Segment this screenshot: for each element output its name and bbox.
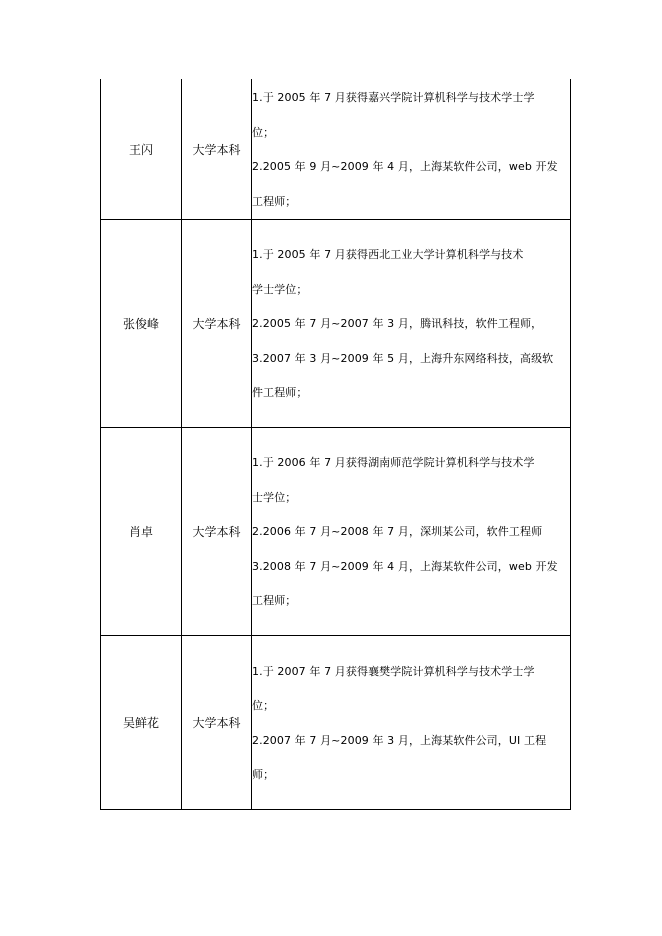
- table-row: [101, 636, 571, 810]
- name-cell: 吴鲜花: [101, 636, 182, 810]
- education-cell: 大学本科: [182, 220, 252, 428]
- experience-line: 2.2005 年 9 月~2009 年 4 月，上海某软件公司，web 开发: [252, 160, 558, 173]
- experience-line: 1.于 2007 年 7 月获得襄樊学院计算机科学与技术学士学: [252, 664, 535, 678]
- experience-cell: [252, 79, 571, 220]
- experience-line: 1.于 2006 年 7 月获得湖南师范学院计算机科学与技术学: [252, 456, 535, 470]
- experience-line: 2.2006 年 7 月~2008 年 7 月，深圳某公司，软件工程师: [252, 525, 543, 539]
- experience-cell: [252, 636, 571, 810]
- table-row: [101, 79, 571, 220]
- experience-line: 2.2007 年 7 月~2009 年 3 月，上海某软件公司，UI 工程: [252, 733, 547, 747]
- experience-line: 件工程师；: [252, 386, 308, 400]
- name-cell: 张俊峰: [101, 220, 182, 428]
- education-cell: 大学本科: [182, 636, 252, 810]
- experience-line: 3.2008 年 7 月~2009 年 4 月，上海某软件公司，web 开发: [252, 559, 558, 573]
- name-cell: 肖卓: [101, 428, 182, 636]
- experience-line: 学士学位；: [252, 282, 308, 296]
- education-cell: 大学本科: [182, 79, 252, 220]
- experience-line: 1.于 2005 年 7 月获得嘉兴学院计算机科学与技术学士学: [252, 91, 535, 104]
- education-cell: 大学本科: [182, 428, 252, 636]
- experience-line: 2.2005 年 7 月~2007 年 3 月，腾讯科技，软件工程师，: [252, 317, 543, 331]
- table-row: [101, 428, 571, 636]
- experience-line: 位；: [252, 699, 275, 712]
- name-cell: 王闪: [101, 79, 182, 220]
- staff-table: [100, 79, 571, 810]
- experience-line: 士学位；: [252, 490, 297, 504]
- experience-line: 师；: [252, 768, 275, 781]
- experience-cell: [252, 428, 571, 636]
- experience-line: 1.于 2005 年 7 月获得西北工业大学计算机科学与技术: [252, 248, 524, 262]
- experience-line: 工程师；: [252, 594, 297, 608]
- experience-cell: [252, 220, 571, 428]
- experience-line: 3.2007 年 3 月~2009 年 5 月，上海升东网络科技，高级软: [252, 351, 554, 365]
- table-row: [101, 220, 571, 428]
- experience-line: 工程师；: [252, 194, 297, 208]
- experience-line: 位；: [252, 125, 275, 139]
